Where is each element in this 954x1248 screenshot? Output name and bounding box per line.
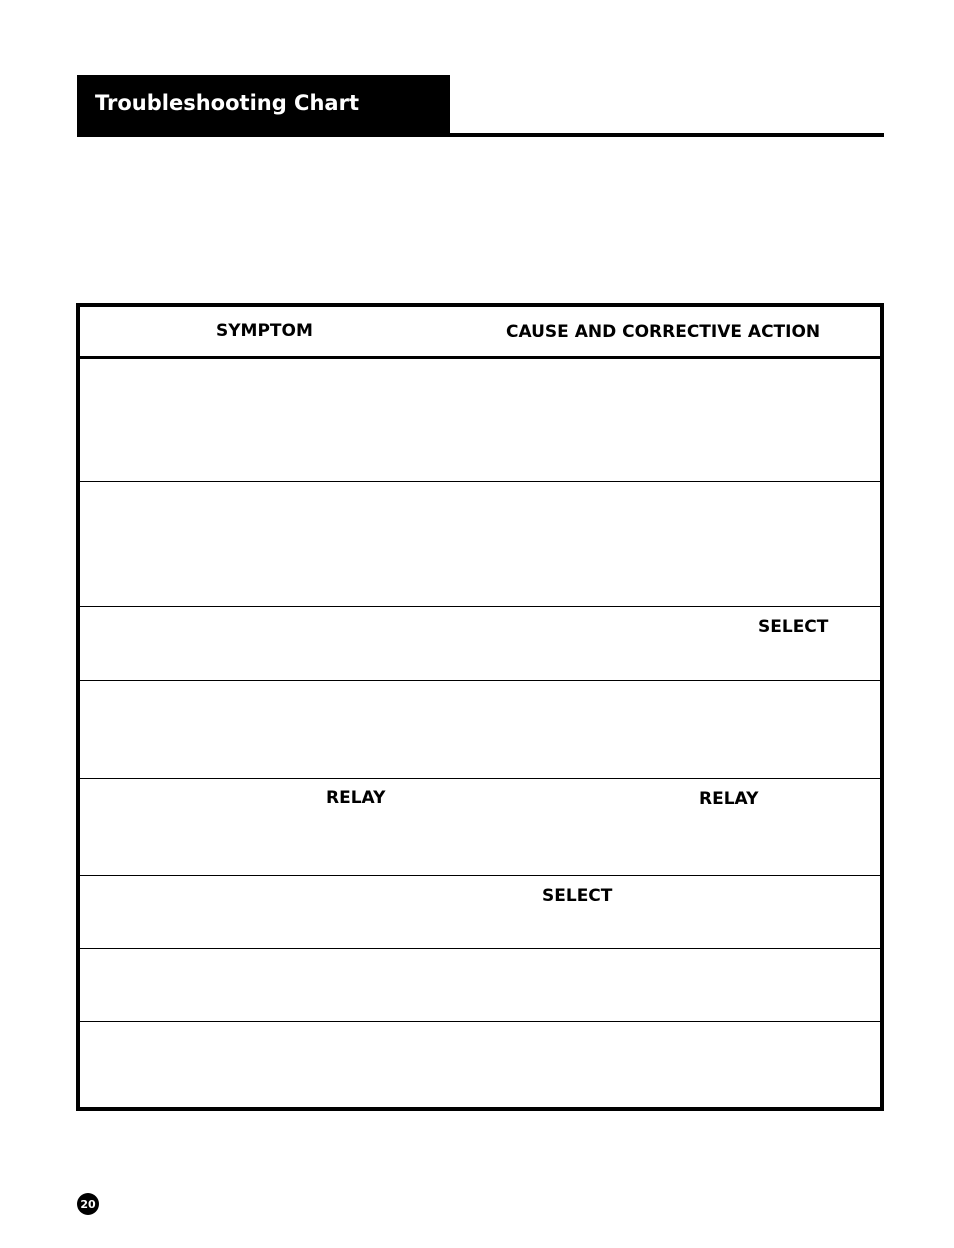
row-divider	[80, 1021, 880, 1022]
section-title: Troubleshooting Chart	[95, 91, 359, 115]
row-divider	[80, 606, 880, 607]
row6-cause-select-keyword: SELECT	[542, 886, 613, 906]
row3-cause-select-keyword: SELECT	[758, 617, 829, 637]
row5-symptom-relay-keyword: RELAY	[326, 788, 386, 808]
header-divider	[80, 356, 880, 359]
cause-column-header: CAUSE AND CORRECTIVE ACTION	[506, 322, 821, 342]
troubleshooting-table	[76, 303, 884, 1111]
row-divider	[80, 778, 880, 779]
row-divider	[80, 948, 880, 949]
row-divider	[80, 875, 880, 876]
page-number-badge: 20	[77, 1193, 99, 1215]
symptom-column-header: SYMPTOM	[216, 321, 313, 341]
row5-cause-relay-keyword: RELAY	[699, 789, 759, 809]
row-divider	[80, 680, 880, 681]
section-header-rule	[450, 133, 884, 137]
row-divider	[80, 481, 880, 482]
